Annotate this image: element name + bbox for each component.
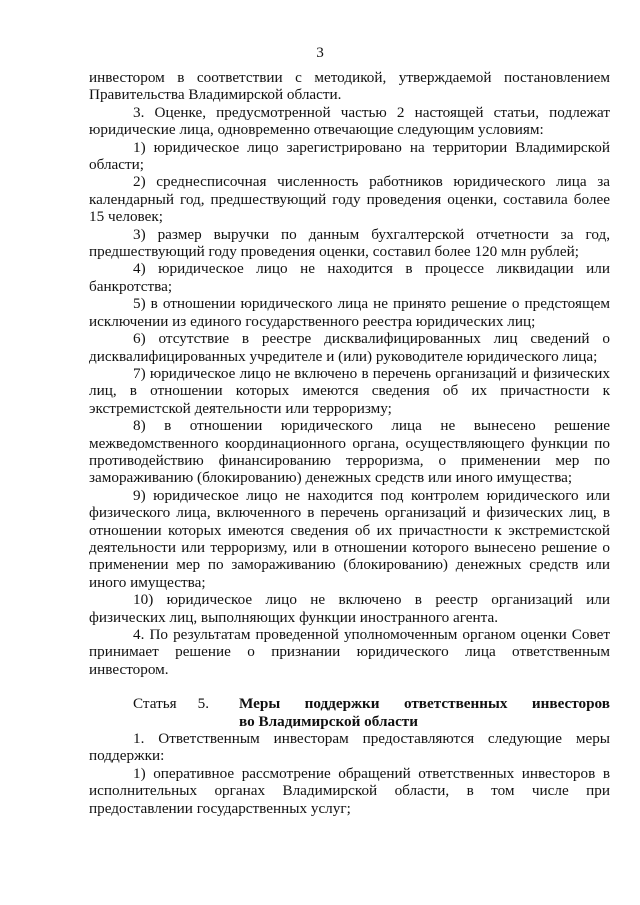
document-body bbox=[89, 69, 610, 817]
article-title-word: Меры bbox=[239, 695, 281, 713]
paragraph: 1. Ответственным инвесторам предоставляются следующие меры поддержки: bbox=[89, 730, 610, 765]
paragraph: инвестором в соответствии с методикой, утверждаемой постановлением Правительства Владимирской области. bbox=[89, 69, 610, 104]
list-item: 10) юридическое лицо не включено в реестр организаций или физических лиц, выполняющих функции иностранного агента. bbox=[89, 591, 610, 626]
article-title bbox=[239, 695, 610, 730]
article-word: Статья bbox=[133, 695, 177, 713]
article-title-word: инвесторов bbox=[531, 695, 610, 713]
list-item: 5) в отношении юридического лица не принято решение о предстоящем исключении из единого государственного реестра юридических лиц; bbox=[89, 295, 610, 330]
article-title-line2: во Владимирской области bbox=[239, 712, 419, 730]
list-item: 9) юридическое лицо не находится под контролем юридического или физического лица, включенного в перечень организаций и физических лиц, в отношении которых имеются сведения об их причастности к экстремистской деятельности или терроризму, или в отношении которого вынесено решение о применении мер по замораживанию (блокированию) денежных средств или иного имущества; bbox=[89, 486, 610, 591]
list-item: 1) оперативное рассмотрение обращений ответственных инвесторов в исполнительных органах Владимирской области, в том числе при предоставлении государственных услуг; bbox=[89, 764, 610, 817]
article-title-word: ответственных bbox=[403, 695, 508, 713]
page-number: 3 bbox=[316, 44, 324, 61]
article-heading bbox=[89, 695, 610, 730]
list-item: 1) юридическое лицо зарегистрировано на территории Владимирской области; bbox=[89, 138, 610, 174]
paragraph: 4. По результатам проведенной уполномоченным органом оценки Совет принимает решение о признании юридического лица ответственным инвестором. bbox=[89, 626, 610, 678]
list-item: 2) среднесписочная численность работников юридического лица за календарный год, предшествующий году проведения оценки, составила более 15 человек; bbox=[89, 173, 610, 226]
article-label bbox=[89, 695, 239, 730]
list-item: 7) юридическое лицо не включено в перечень организаций и физических лиц, в отношении которых имеются сведения об их причастности к экстремистской деятельности или терроризму; bbox=[89, 364, 610, 417]
list-item: 3) размер выручки по данным бухгалтерской отчетности за год, предшествующий году проведения оценки, составил более 120 млн рублей; bbox=[89, 225, 610, 261]
list-item: 8) в отношении юридического лица не вынесено решение межведомственного координационного органа, осуществляющего функции по противодействию финансированию терроризма, о применении мер по замораживанию (блокированию) денежных средств или иного имущества; bbox=[89, 417, 610, 487]
paragraph: 3. Оценке, предусмотренной частью 2 настоящей статьи, подлежат юридические лица, одновременно отвечающие следующим условиям: bbox=[89, 103, 610, 139]
list-item: 6) отсутствие в реестре дисквалифицированных лиц сведений о дисквалифицированных учредителе и (или) руководителе юридического лица; bbox=[89, 330, 610, 365]
article-title-word: поддержки bbox=[304, 695, 380, 713]
list-item: 4) юридическое лицо не находится в процессе ликвидации или банкротства; bbox=[89, 260, 610, 295]
article-number: 5. bbox=[197, 695, 209, 713]
